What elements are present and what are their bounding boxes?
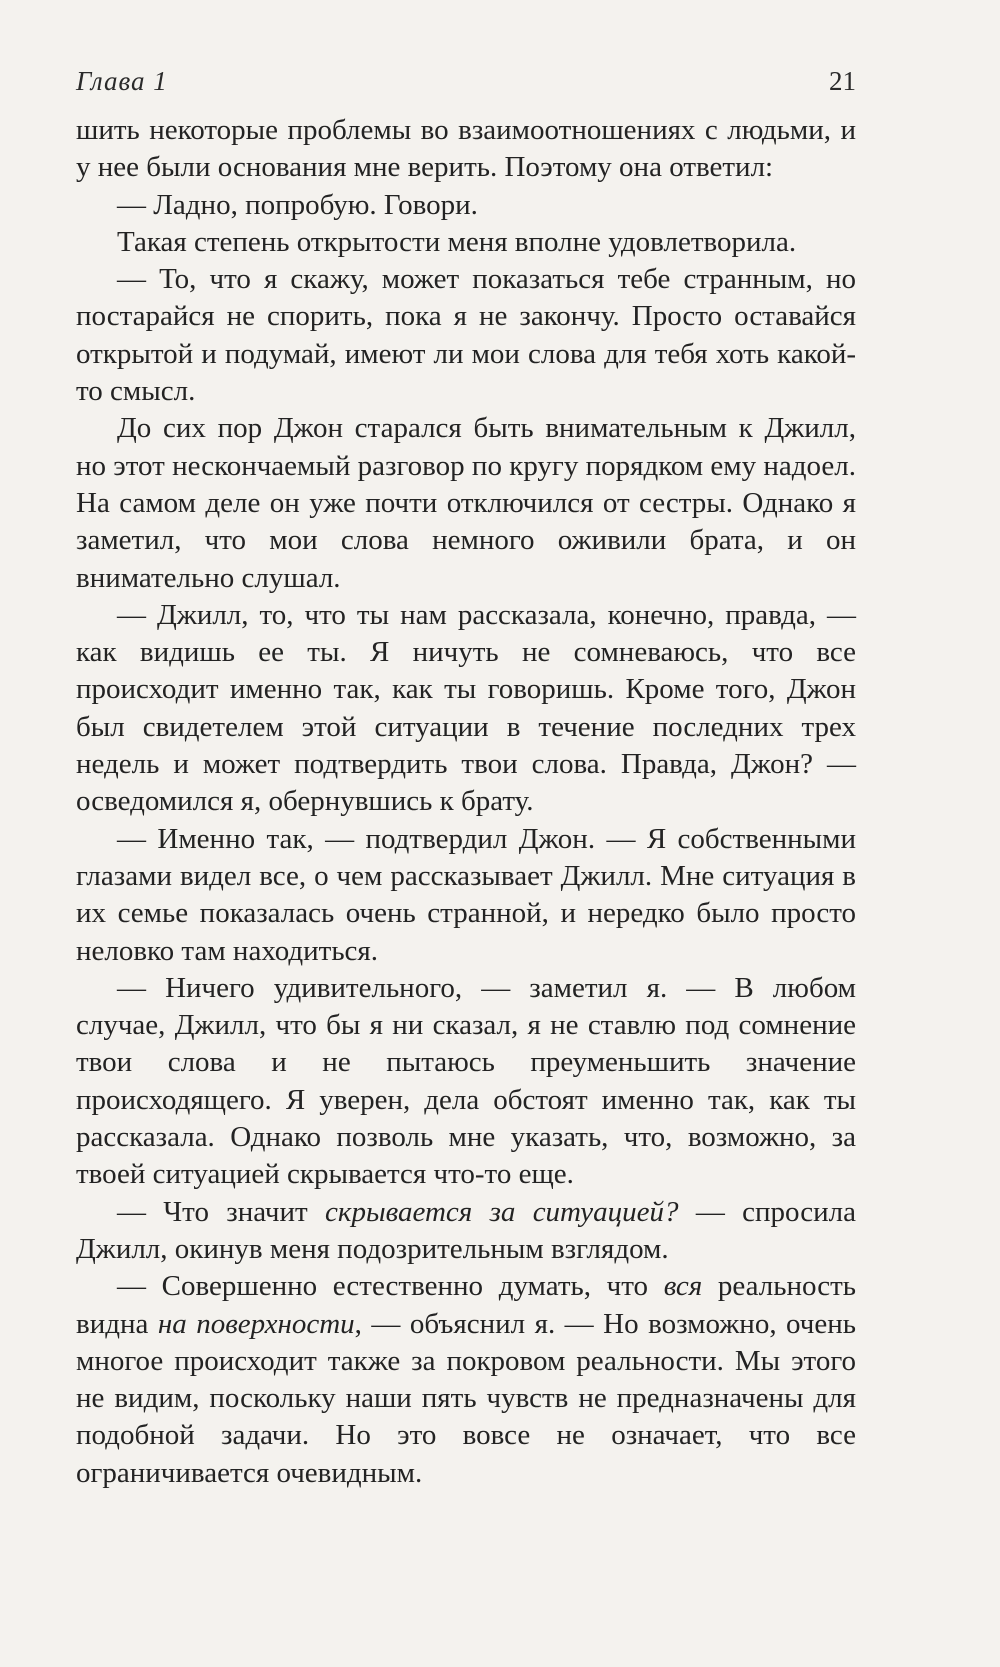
text-run: — Ладно, попробую. Говори. bbox=[117, 188, 478, 221]
paragraph bbox=[76, 821, 856, 970]
paragraph bbox=[76, 597, 856, 821]
text-run: До сих пор Джон старался быть внимательным к Джилл, но этот нескончаемый разговор по кругу порядком ему надоел. На самом деле он уже почти отключился от сестры. Однако я заметил, что мои слова немного оживили брата, и он внимательно слушал. bbox=[76, 412, 856, 594]
body-text bbox=[76, 112, 856, 1492]
text-run: — Совершенно естественно думать, что bbox=[117, 1270, 664, 1303]
paragraph bbox=[76, 224, 856, 261]
text-run: Такая степень открытости меня вполне удовлетворила. bbox=[117, 225, 797, 258]
running-head-chapter: Глава 1 bbox=[76, 66, 168, 96]
text-run: — Именно так, — подтвердил Джон. — Я собственными глазами видел все, о чем рассказывает Джилл. Мне ситуация в их семье показалась очень странной, и нередко было просто неловко там находиться. bbox=[76, 822, 856, 967]
italic-run: скрывается за ситуацией? bbox=[325, 1195, 679, 1228]
text-run: , — объяснил я. — Но возможно, очень многое происходит также за покровом реальности. Мы этого не видим, поскольку наши пять чувств не предназначены для подобной задачи. Но это вовсе не означает, что все ограничивается очевидным. bbox=[76, 1307, 856, 1489]
italic-run: на поверхности bbox=[157, 1307, 355, 1340]
paragraph bbox=[76, 187, 856, 224]
text-run: реальность видна bbox=[76, 1270, 856, 1340]
text-run: — спросила Джилл, окинув меня подозрительным взглядом. bbox=[76, 1195, 856, 1265]
paragraph bbox=[76, 1194, 856, 1269]
italic-run: вся bbox=[663, 1270, 703, 1303]
paragraph bbox=[76, 410, 856, 596]
text-run: — Ничего удивительного, — заметил я. — В любом случае, Джилл, что бы я ни сказал, я не ставлю под сомнение твои слова и не пытаюсь преуменьшить значение происходящего. Я уверен, дела обстоят именно так, как ты рассказала. Однако позволь мне указать, что, возможно, за твоей ситуацией скрывается что-то еще. bbox=[76, 971, 856, 1191]
text-run: — То, что я скажу, может показаться тебе странным, но постарайся не спорить, пока я не закончу. Просто оставайся открытой и подумай, имеют ли мои слова для тебя хоть какой-то смысл. bbox=[76, 263, 856, 408]
text-run: шить некоторые проблемы во взаимоотношениях с людьми, и у нее были основания мне верить. Поэтому она ответил: bbox=[76, 114, 856, 184]
paragraph bbox=[76, 970, 856, 1194]
paragraph bbox=[76, 1268, 856, 1492]
paragraph bbox=[76, 261, 856, 410]
text-run: — Джилл, то, что ты нам рассказала, конечно, правда, — как видишь ее ты. Я ничуть не сомневаюсь, что все происходит именно так, как ты говоришь. Кроме того, Джон был свидетелем этой ситуации в течение последних трех недель и может подтвердить твои слова. Правда, Джон? — осведомился я, обернувшись к брату. bbox=[76, 598, 856, 818]
page-number: 21 bbox=[829, 66, 856, 96]
paragraph bbox=[76, 112, 856, 187]
text-run: — Что значит bbox=[117, 1195, 326, 1228]
